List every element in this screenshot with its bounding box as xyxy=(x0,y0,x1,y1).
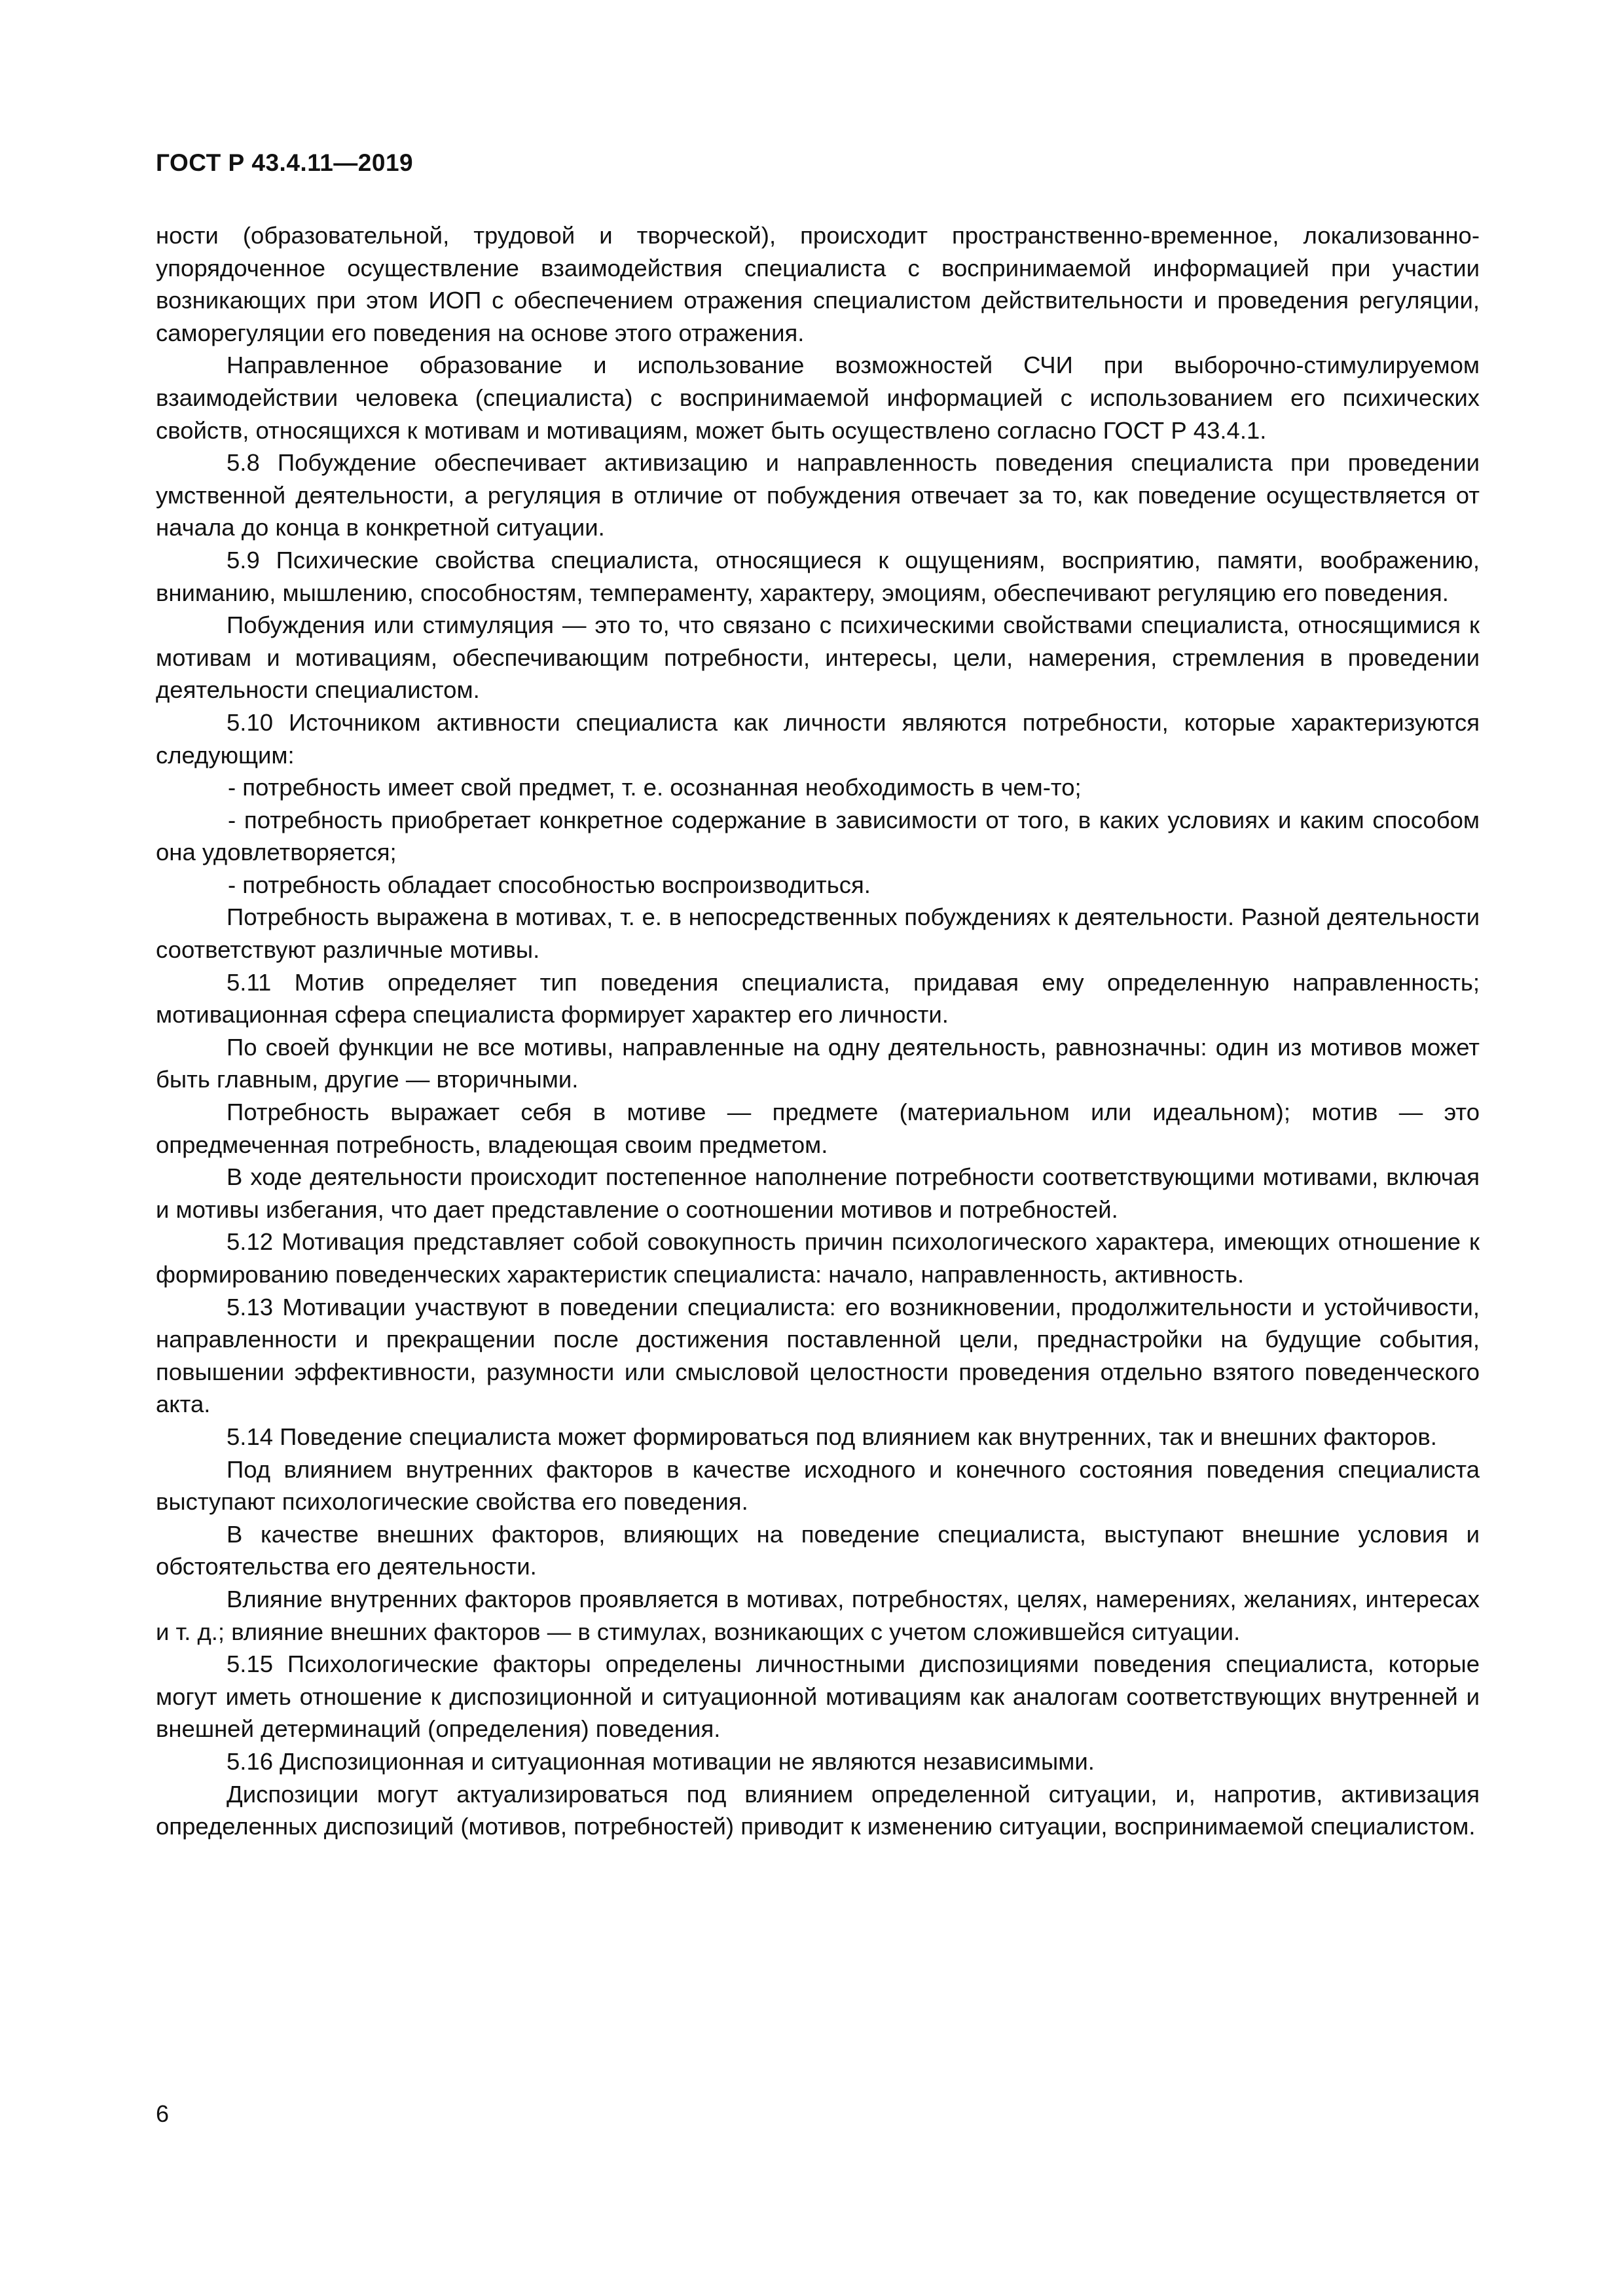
paragraph: 5.10 Источником активности специалиста как личности являются потребности, которые характеризуются следующим: xyxy=(156,708,1480,769)
paragraph: В качестве внешних факторов, влияющих на поведение специалиста, выступают внешние условия и обстоятельства его деятельности. xyxy=(156,1520,1480,1580)
document-body xyxy=(156,219,1480,1843)
document-header: ГОСТ Р 43.4.11—2019 xyxy=(156,149,414,176)
paragraph: Диспозиции могут актуализироваться под влиянием определенной ситуации, и, напротив, активизация определенных диспозиций (мотивов, потребностей) приводит к изменению ситуации, воспринимаемой специалистом. xyxy=(156,1780,1480,1840)
list-item: - потребность обладает способностью воспроизводиться. xyxy=(228,871,871,898)
paragraph: 5.9 Психические свойства специалиста, относящиеся к ощущениям, восприятию, памяти, воображению, вниманию, мышлению, способностям, темпераменту, характеру, эмоциям, обеспечивают регуляцию его поведения. xyxy=(156,546,1480,606)
paragraph: По своей функции не все мотивы, направленные на одну деятельность, равнозначны: один из мотивов может быть главным, другие — вторичными. xyxy=(156,1033,1480,1093)
paragraph: 5.12 Мотивация представляет собой совокупность причин психологического характера, имеющих отношение к формированию поведенческих характеристик специалиста: начало, направленность, активность. xyxy=(156,1228,1480,1288)
paragraph: 5.15 Психологические факторы определены личностными диспозициями поведения специалиста, которые могут иметь отношение к диспозиционной и ситуационной мотивациям как аналогам соответствующих внутренней и внешней детерминаций (определения) поведения. xyxy=(156,1650,1480,1743)
paragraph: 5.16 Диспозиционная и ситуационная мотивации не являются независимыми. xyxy=(227,1747,1095,1775)
paragraph: 5.11 Мотив определяет тип поведения специалиста, придавая ему определенную направленность; мотивационная сфера специалиста формирует характер его личности. xyxy=(156,968,1480,1029)
paragraph: Побуждения или стимуляция — это то, что связано с психическими свойствами специалиста, относящимися к мотивам и мотивациям, обеспечивающим потребности, интересы, цели, намерения, стремления в проведении деятельности специалистом. xyxy=(156,611,1480,704)
paragraph: Под влиянием внутренних факторов в качестве исходного и конечного состояния поведения специалиста выступают психологические свойства его поведения. xyxy=(156,1455,1480,1516)
paragraph: Влияние внутренних факторов проявляется в мотивах, потребностях, целях, намерениях, желаниях, интересах и т. д.; влияние внешних факторов — в стимулах, возникающих с учетом сложившейся ситуации. xyxy=(156,1585,1480,1645)
page-number: 6 xyxy=(156,2100,170,2127)
list-item: - потребность приобретает конкретное содержание в зависимости от того, в каких условиях и каким способом она удовлетворяется; xyxy=(156,806,1480,866)
paragraph: Направленное образование и использование возможностей СЧИ при выборочно-стимулируемом взаимодействии человека (специалиста) с воспринимаемой информацией с использованием его психических свойств, относящихся к мотивам и мотивациям, может быть осуществлено согласно ГОСТ Р 43.4.1. xyxy=(156,352,1480,444)
paragraph: 5.8 Побуждение обеспечивает активизацию и направленность поведения специалиста при проведении умственной деятельности, а регуляция в отличие от побуждения отвечает за то, как поведение осуществляется от начала до конца в конкретной ситуации. xyxy=(156,449,1480,541)
paragraph: 5.13 Мотивации участвуют в поведении специалиста: его возникновении, продолжительности и устойчивости, направленности и прекращении после достижения поставленной цели, преднастройки на будущие события, повышении эффективности, разумности или смысловой целостности проведения отдельно взятого поведенческого акта. xyxy=(156,1293,1480,1418)
paragraph: В ходе деятельности происходит постепенное наполнение потребности соответствующими мотивами, включая и мотивы избегания, что дает представление о соотношении мотивов и потребностей. xyxy=(156,1163,1480,1223)
paragraph: Потребность выражена в мотивах, т. е. в непосредственных побуждениях к деятельности. Разной деятельности соответствуют различные мотивы. xyxy=(156,903,1480,964)
paragraph: Потребность выражает себя в мотиве — предмете (материальном или идеальном); мотив — это опредмеченная потребность, владеющая своим предметом. xyxy=(156,1099,1480,1158)
paragraph: 5.14 Поведение специалиста может формироваться под влиянием как внутренних, так и внешних факторов. xyxy=(227,1423,1437,1450)
list-item: - потребность имеет свой предмет, т. е. осознанная необходимость в чем-то; xyxy=(228,774,1082,801)
paragraph: ности (образовательной, трудовой и творческой), происходит пространственно-временное, локализованно-упорядоченное осуществление взаимодействия специалиста с воспринимаемой информацией при участии возникающих при этом ИОП с обеспечением отражения специалистом действительности и проведения регуляции, саморегуляции его поведения на основе этого отражения. xyxy=(156,222,1480,346)
